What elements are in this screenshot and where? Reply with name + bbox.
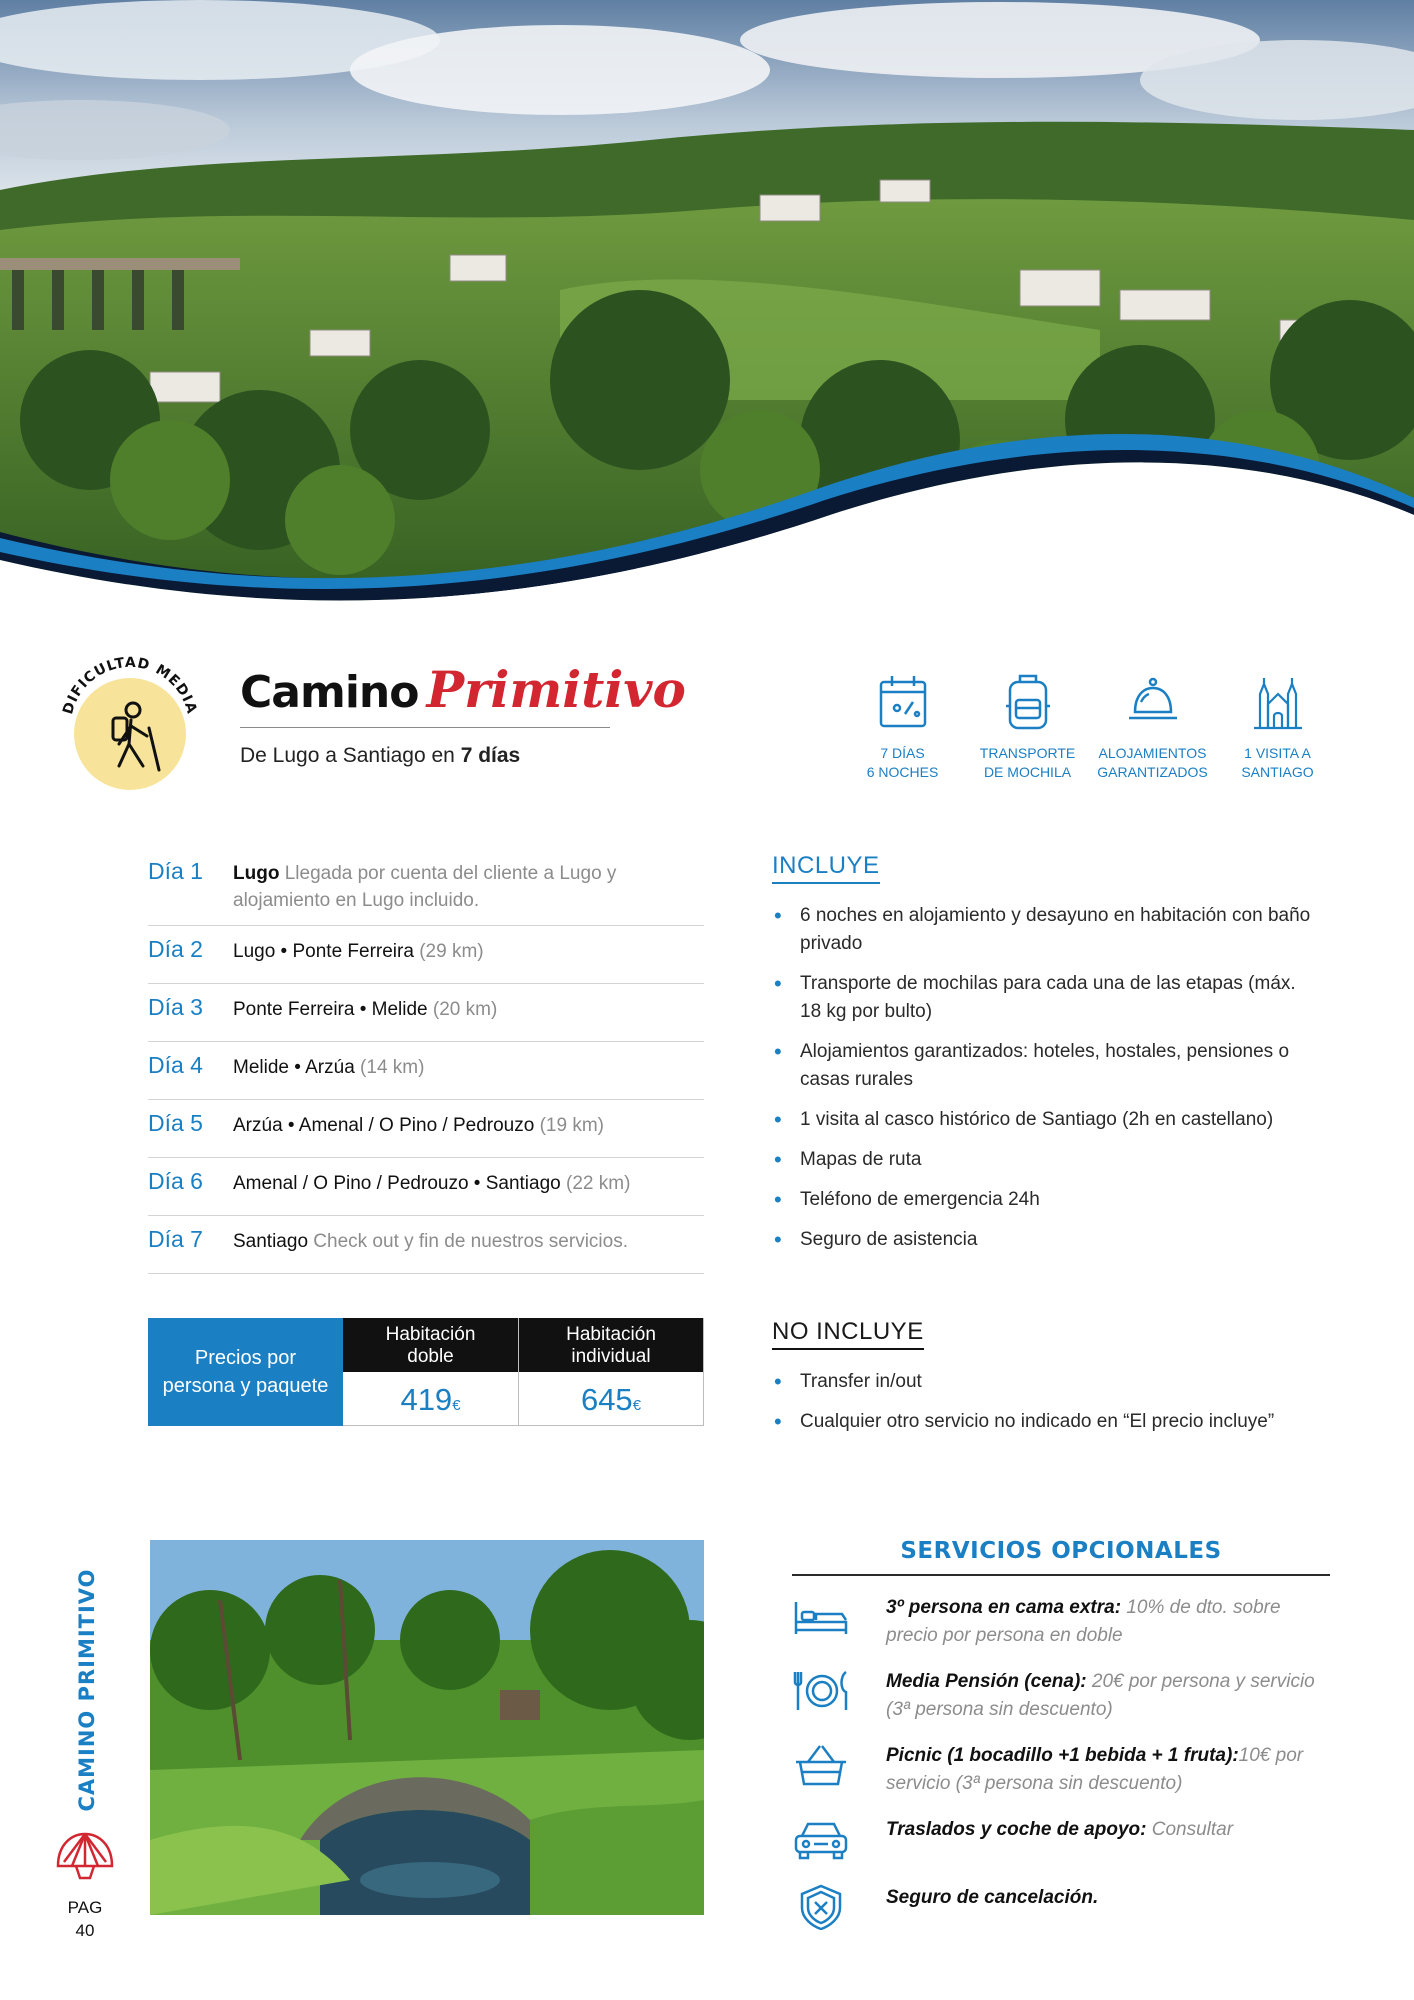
price-label-line2: persona y paquete [162,1375,329,1397]
price-label-line1: Precios por [194,1347,297,1369]
price-single-value [519,1372,703,1426]
side-label [72,1568,102,1812]
itinerary-detail: (20 km) [432,999,498,1020]
itinerary-row [148,926,704,984]
itinerary-detail: (22 km) [566,1173,631,1194]
feature-days-line1: 7 DÍAS [880,745,925,761]
page-label: PAG [67,1898,103,1917]
title-word-camino: Camino [240,667,419,718]
page-number [50,1896,120,1942]
itinerary-day: Día 3 [148,994,203,1020]
itinerary-day: Día 7 [148,1226,203,1252]
feature-days-line2: 6 NOCHES [866,764,939,780]
itinerary-route: Arzúa • Amenal / O Pino / Pedrouzo [233,1115,535,1136]
feature-backpack [965,672,1090,782]
includes-section [772,852,1312,1266]
price-double-column [343,1318,519,1426]
price-double-amount: 419 [400,1382,453,1417]
itinerary-detail: Llegada por cuenta del cliente a Lugo y alojamiento en Lugo incluido. [233,863,617,911]
itinerary-row [148,848,704,926]
badge-text: DIFICULTAD MEDIA [60,654,200,717]
backpack-icon [1002,672,1054,732]
plate-cutlery-icon [792,1668,850,1714]
scallop-shell-icon [54,1832,116,1882]
optional-service-title: 3º persona en cama extra: [886,1597,1122,1618]
side-label-text: CAMINO PRIMITIVO [75,1568,99,1812]
itinerary-day: Día 5 [148,1110,203,1136]
itinerary-row [148,1216,704,1274]
subtitle-text: De Lugo a Santiago en [240,744,455,767]
feature-lodging-line2: GARANTIZADOS [1097,764,1208,780]
list-item: • Teléfono de emergencia 24h [772,1186,1312,1214]
price-single-header-line1: Habitación [566,1324,656,1345]
itinerary-route: Lugo [233,863,280,884]
itinerary-detail: (29 km) [419,941,484,962]
car-icon [792,1816,850,1862]
subtitle [240,744,610,768]
list-item: • Cualquier otro servicio no indicado en “El precio incluye” [772,1408,1312,1436]
list-item: • 1 visita al casco histórico de Santiago (2h en castellano) [772,1106,1312,1134]
itinerary-route: Ponte Ferreira • Melide [233,999,428,1020]
optional-service-title: Media Pensión (cena): [886,1671,1087,1692]
optional-service-item [792,1884,1330,1934]
feature-backpack-line1: TRANSPORTE [979,745,1076,761]
itinerary-detail: (19 km) [539,1115,604,1136]
itinerary-detail: Check out y fin de nuestros servicios. [313,1231,628,1252]
price-double-value [343,1372,518,1426]
itinerary-row [148,1158,704,1216]
not-includes-heading: NO INCLUYE [772,1318,924,1350]
price-single-column [519,1318,704,1426]
feature-days [840,672,965,782]
optional-service-title: Traslados y coche de apoyo: [886,1819,1147,1840]
itinerary-list [148,848,704,1274]
feature-visit-line1: 1 VISITA A [1244,745,1311,761]
price-double-header-line2: doble [407,1346,454,1367]
itinerary-detail: (14 km) [360,1057,425,1078]
picnic-basket-icon [792,1742,850,1788]
feature-icons [840,672,1340,782]
bed-icon [792,1594,850,1640]
cathedral-icon [1252,672,1304,732]
difficulty-badge [55,648,205,798]
shield-icon [792,1884,850,1930]
itinerary-row [148,1042,704,1100]
price-double-header-line1: Habitación [385,1324,476,1345]
feature-lodging-line1: ALOJAMIENTOS [1098,745,1207,761]
list-item: • Transporte de mochilas para cada una de las etapas (máx. 18 kg por bulto) [772,970,1312,1026]
optional-services-heading: SERVICIOS OPCIONALES [792,1538,1330,1576]
optional-service-item [792,1742,1330,1798]
price-single-header-line2: individual [571,1346,651,1367]
itinerary-row [148,1100,704,1158]
feature-visit [1215,672,1340,782]
not-includes-list [772,1368,1312,1436]
price-single-currency: € [632,1397,642,1414]
optional-services-section [792,1538,1330,1934]
itinerary-day: Día 1 [148,858,203,884]
optional-service-title: Seguro de cancelación. [886,1887,1099,1908]
service-bell-icon [1127,672,1179,732]
itinerary-row [148,984,704,1042]
river-bridge-photo [150,1540,704,1915]
hero-landscape-photo [0,0,1414,640]
list-item: • 6 noches en alojamiento y desayuno en habitación con baño privado [772,902,1312,958]
list-item: • Seguro de asistencia [772,1226,1312,1254]
itinerary-day: Día 4 [148,1052,203,1078]
itinerary-day: Día 2 [148,936,203,962]
title-block [240,660,686,768]
optional-service-title: Picnic (1 bocadillo +1 bebida + 1 fruta): [886,1745,1239,1766]
itinerary-route: Amenal / O Pino / Pedrouzo • Santiago [233,1173,561,1194]
includes-list [772,902,1312,1254]
title-word-primitivo: Primitivo [426,660,686,719]
itinerary-day: Día 6 [148,1168,203,1194]
includes-heading: INCLUYE [772,852,880,884]
page-number-value: 40 [75,1921,95,1940]
itinerary-route: Lugo • Ponte Ferreira [233,941,414,962]
optional-service-detail: Consultar [1151,1819,1234,1840]
itinerary-route: Melide • Arzúa [233,1057,355,1078]
feature-visit-line2: SANTIAGO [1241,764,1314,780]
price-label [148,1318,343,1426]
list-item: • Alojamientos garantizados: hoteles, hostales, pensiones o casas rurales [772,1038,1312,1094]
itinerary-route: Santiago [233,1231,309,1252]
price-single-amount: 645 [580,1382,633,1417]
list-item: • Transfer in/out [772,1368,1312,1396]
optional-service-item [792,1594,1330,1650]
subtitle-duration: 7 días [460,744,521,767]
price-table [148,1318,704,1426]
optional-service-detail: 10% de dto. sobre precio por persona en doble [886,1597,1281,1646]
feature-backpack-line2: DE MOCHILA [983,764,1072,780]
list-item: • Mapas de ruta [772,1146,1312,1174]
calendar-icon [877,672,929,732]
optional-service-item [792,1668,1330,1724]
not-includes-section [772,1318,1312,1448]
optional-service-detail: 20€ por persona y servicio (3ª persona sin descuento) [886,1671,1315,1720]
optional-service-detail: 10€ por servicio (3ª persona sin descuento) [886,1745,1304,1794]
feature-lodging [1090,672,1215,782]
price-double-currency: € [452,1397,461,1414]
optional-service-item [792,1816,1330,1866]
